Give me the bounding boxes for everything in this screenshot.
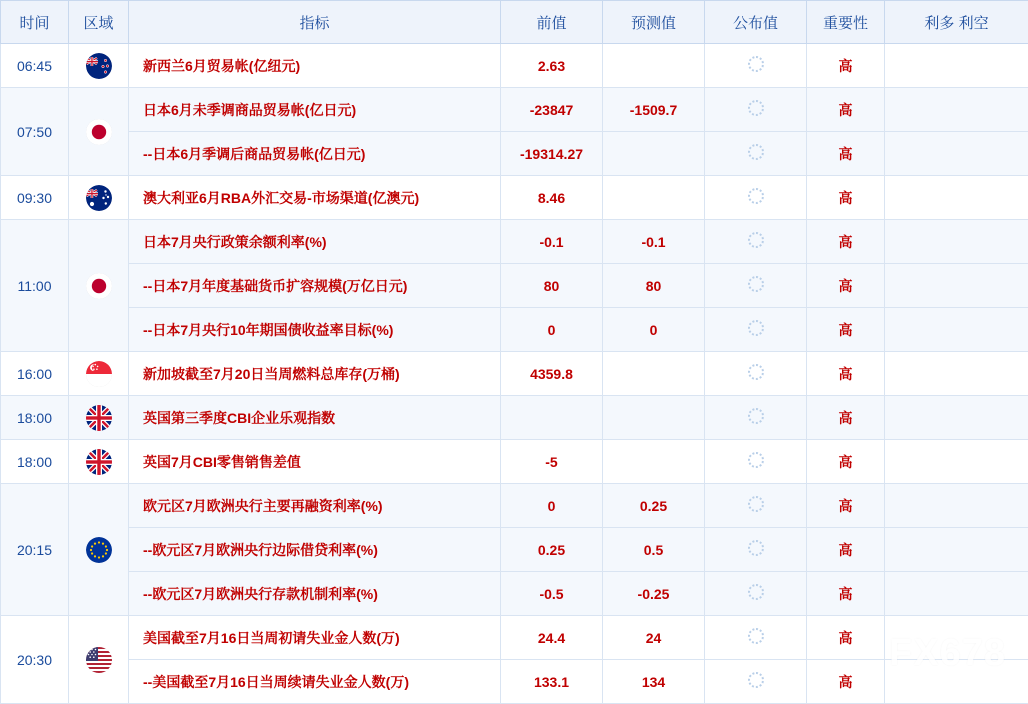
importance-badge: 高 — [807, 220, 885, 264]
pending-dot-icon — [748, 276, 764, 292]
bull-bear-value — [885, 528, 1028, 572]
importance-badge: 高 — [807, 88, 885, 132]
pending-dot-icon — [748, 100, 764, 116]
bull-bear-value — [885, 484, 1028, 528]
event-time: 16:00 — [1, 352, 69, 396]
indicator-name[interactable]: --日本7月年度基础货币扩容规模(万亿日元) — [129, 264, 501, 308]
table-body — [1, 44, 1028, 704]
forecast-value — [603, 44, 705, 88]
region-cell — [69, 44, 129, 88]
previous-value: -5 — [501, 440, 603, 484]
region-cell — [69, 440, 129, 484]
importance-badge: 高 — [807, 616, 885, 660]
bull-bear-value — [885, 572, 1028, 616]
importance-badge: 高 — [807, 264, 885, 308]
column-header-time: 时间 — [1, 1, 69, 44]
previous-value: 24.4 — [501, 616, 603, 660]
pending-dot-icon — [748, 540, 764, 556]
event-time: 18:00 — [1, 440, 69, 484]
table-row[interactable] — [1, 660, 1028, 704]
pending-dot-icon — [748, 320, 764, 336]
column-header-region: 区域 — [69, 1, 129, 44]
forecast-value — [603, 176, 705, 220]
header-row — [1, 1, 1028, 44]
pending-dot-icon — [748, 584, 764, 600]
region-cell — [69, 352, 129, 396]
event-time: 18:00 — [1, 396, 69, 440]
uk-flag — [86, 449, 112, 475]
importance-badge: 高 — [807, 440, 885, 484]
importance-badge: 高 — [807, 528, 885, 572]
pending-dot-icon — [748, 56, 764, 72]
event-time: 06:45 — [1, 44, 69, 88]
forecast-value: 0.25 — [603, 484, 705, 528]
table-row[interactable] — [1, 308, 1028, 352]
indicator-name[interactable]: --欧元区7月欧洲央行存款机制利率(%) — [129, 572, 501, 616]
region-cell — [69, 396, 129, 440]
table-row[interactable] — [1, 484, 1028, 528]
previous-value: 0 — [501, 308, 603, 352]
pending-dot-icon — [748, 672, 764, 688]
event-time: 07:50 — [1, 88, 69, 176]
region-cell — [69, 484, 129, 616]
site-watermark: FX678 — [889, 632, 1006, 675]
previous-value: 0 — [501, 484, 603, 528]
published-value — [705, 176, 807, 220]
published-value — [705, 616, 807, 660]
previous-value: -23847 — [501, 88, 603, 132]
indicator-name[interactable]: --日本7月央行10年期国债收益率目标(%) — [129, 308, 501, 352]
bull-bear-value — [885, 660, 1028, 704]
pending-dot-icon — [748, 144, 764, 160]
table-row[interactable] — [1, 396, 1028, 440]
region-cell — [69, 616, 129, 704]
column-header-bull-bear: 利多 利空 — [885, 1, 1028, 44]
table-row[interactable] — [1, 220, 1028, 264]
indicator-name[interactable]: --欧元区7月欧洲央行边际借贷利率(%) — [129, 528, 501, 572]
table-row[interactable] — [1, 44, 1028, 88]
bull-bear-value — [885, 352, 1028, 396]
importance-badge: 高 — [807, 308, 885, 352]
uk-flag — [86, 405, 112, 431]
importance-badge: 高 — [807, 352, 885, 396]
bull-bear-value — [885, 308, 1028, 352]
pending-dot-icon — [748, 408, 764, 424]
bull-bear-value — [885, 440, 1028, 484]
pending-dot-icon — [748, 188, 764, 204]
table-row[interactable] — [1, 132, 1028, 176]
region-cell — [69, 220, 129, 352]
indicator-name[interactable]: --美国截至7月16日当周续请失业金人数(万) — [129, 660, 501, 704]
previous-value: 133.1 — [501, 660, 603, 704]
forecast-value: -0.1 — [603, 220, 705, 264]
bull-bear-value — [885, 396, 1028, 440]
importance-badge: 高 — [807, 132, 885, 176]
forecast-value: 80 — [603, 264, 705, 308]
indicator-name[interactable]: 英国第三季度CBI企业乐观指数 — [129, 396, 501, 440]
published-value — [705, 352, 807, 396]
pending-dot-icon — [748, 496, 764, 512]
published-value — [705, 440, 807, 484]
forecast-value: 134 — [603, 660, 705, 704]
previous-value: 0.25 — [501, 528, 603, 572]
bull-bear-value — [885, 264, 1028, 308]
previous-value: 8.46 — [501, 176, 603, 220]
indicator-name[interactable]: --日本6月季调后商品贸易帐(亿日元) — [129, 132, 501, 176]
published-value — [705, 396, 807, 440]
pending-dot-icon — [748, 364, 764, 380]
importance-badge: 高 — [807, 176, 885, 220]
forecast-value — [603, 132, 705, 176]
importance-badge: 高 — [807, 484, 885, 528]
column-header-forecast: 预测值 — [603, 1, 705, 44]
pending-dot-icon — [748, 452, 764, 468]
previous-value: -19314.27 — [501, 132, 603, 176]
event-time: 09:30 — [1, 176, 69, 220]
table-row[interactable] — [1, 440, 1028, 484]
published-value — [705, 484, 807, 528]
indicator-name[interactable]: 日本7月央行政策余额利率(%) — [129, 220, 501, 264]
table-row[interactable] — [1, 528, 1028, 572]
previous-value: -0.1 — [501, 220, 603, 264]
forecast-value: 0 — [603, 308, 705, 352]
table-header — [1, 1, 1028, 44]
previous-value — [501, 396, 603, 440]
new-zealand-flag — [86, 53, 112, 79]
pending-dot-icon — [748, 628, 764, 644]
forecast-value: -1509.7 — [603, 88, 705, 132]
previous-value: 4359.8 — [501, 352, 603, 396]
indicator-name[interactable]: 英国7月CBI零售销售差值 — [129, 440, 501, 484]
event-time: 20:30 — [1, 616, 69, 704]
usa-flag — [86, 647, 112, 673]
published-value — [705, 132, 807, 176]
published-value — [705, 88, 807, 132]
importance-badge: 高 — [807, 396, 885, 440]
table-row[interactable] — [1, 88, 1028, 132]
importance-badge: 高 — [807, 572, 885, 616]
table-row[interactable] — [1, 572, 1028, 616]
indicator-name[interactable]: 新西兰6月贸易帐(亿纽元) — [129, 44, 501, 88]
indicator-name[interactable]: 澳大利亚6月RBA外汇交易-市场渠道(亿澳元) — [129, 176, 501, 220]
forecast-value: 0.5 — [603, 528, 705, 572]
importance-badge: 高 — [807, 44, 885, 88]
published-value — [705, 528, 807, 572]
column-header-indicator: 指标 — [129, 1, 501, 44]
indicator-name[interactable]: 日本6月未季调商品贸易帐(亿日元) — [129, 88, 501, 132]
table-row[interactable] — [1, 176, 1028, 220]
bull-bear-value — [885, 176, 1028, 220]
forecast-value — [603, 396, 705, 440]
published-value — [705, 308, 807, 352]
table-row[interactable] — [1, 352, 1028, 396]
forecast-value — [603, 440, 705, 484]
eu-flag — [86, 537, 112, 563]
region-cell — [69, 88, 129, 176]
published-value — [705, 572, 807, 616]
published-value — [705, 44, 807, 88]
region-cell — [69, 176, 129, 220]
indicator-name[interactable]: 美国截至7月16日当周初请失业金人数(万) — [129, 616, 501, 660]
column-header-previous: 前值 — [501, 1, 603, 44]
published-value — [705, 264, 807, 308]
published-value — [705, 660, 807, 704]
bull-bear-value — [885, 132, 1028, 176]
bull-bear-value — [885, 88, 1028, 132]
previous-value: -0.5 — [501, 572, 603, 616]
australia-flag — [86, 185, 112, 211]
indicator-name[interactable]: 新加坡截至7月20日当周燃料总库存(万桶) — [129, 352, 501, 396]
importance-badge: 高 — [807, 660, 885, 704]
bull-bear-value — [885, 44, 1028, 88]
bull-bear-value — [885, 616, 1028, 660]
pending-dot-icon — [748, 232, 764, 248]
previous-value: 80 — [501, 264, 603, 308]
forecast-value: 24 — [603, 616, 705, 660]
singapore-flag — [86, 361, 112, 387]
bull-bear-value — [885, 220, 1028, 264]
indicator-name[interactable]: 欧元区7月欧洲央行主要再融资利率(%) — [129, 484, 501, 528]
event-time: 11:00 — [1, 220, 69, 352]
japan-flag — [86, 119, 112, 145]
event-time: 20:15 — [1, 484, 69, 616]
forecast-value: -0.25 — [603, 572, 705, 616]
japan-flag — [86, 273, 112, 299]
column-header-published: 公布值 — [705, 1, 807, 44]
table-row[interactable] — [1, 616, 1028, 660]
table-row[interactable] — [1, 264, 1028, 308]
column-header-importance: 重要性 — [807, 1, 885, 44]
forecast-value — [603, 352, 705, 396]
published-value — [705, 220, 807, 264]
previous-value: 2.63 — [501, 44, 603, 88]
